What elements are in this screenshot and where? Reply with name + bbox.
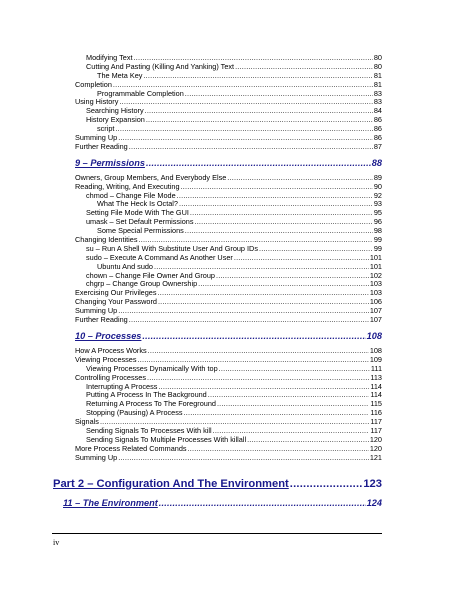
toc-part-page: 123 xyxy=(363,477,382,490)
toc-entry-label: Summing Up xyxy=(75,453,118,462)
toc-entry-page: 101 xyxy=(369,253,382,262)
toc-entry[interactable] xyxy=(75,298,382,307)
toc-dot-leader xyxy=(208,391,370,400)
toc-entry-label: script xyxy=(97,125,115,134)
toc-dot-leader xyxy=(146,116,373,125)
toc-dot-leader xyxy=(234,254,369,263)
toc-dot-leader xyxy=(235,63,373,72)
toc-entry-label: Some Special Permissions xyxy=(97,227,184,236)
toc-entry[interactable] xyxy=(75,245,382,254)
toc-entry[interactable] xyxy=(75,307,382,316)
toc-dot-leader xyxy=(190,209,373,218)
toc-dot-leader xyxy=(147,374,369,383)
toc-entry-page: 89 xyxy=(373,173,382,182)
toc-entry[interactable] xyxy=(75,98,382,107)
toc-dot-leader xyxy=(129,143,373,152)
toc-dot-leader xyxy=(118,307,369,316)
toc-entry[interactable] xyxy=(75,236,382,245)
toc-entry-label: Further Reading xyxy=(75,316,128,325)
toc-chapter-label: 11 – The Environment xyxy=(63,497,158,508)
toc-entry-page: 116 xyxy=(370,409,382,418)
toc-chapter-label: 10 – Processes xyxy=(75,330,142,341)
toc-part-2[interactable] xyxy=(53,478,382,491)
toc-entry-label: Sending Signals To Multiple Processes With killall xyxy=(86,435,247,444)
toc-entry-label: Programmable Completion xyxy=(97,89,184,98)
toc-dot-leader xyxy=(118,454,369,463)
toc-entry-label: Summing Up xyxy=(75,307,118,316)
toc-dot-leader xyxy=(134,54,373,63)
toc-entry-label: Setting File Mode With The GUI xyxy=(86,209,189,218)
toc-entry-page: 107 xyxy=(369,316,382,325)
toc-entry-page: 99 xyxy=(373,244,382,253)
toc-dot-leader xyxy=(185,90,373,99)
toc-entry-label: chown – Change File Owner And Group xyxy=(86,271,215,280)
toc-dot-leader xyxy=(118,134,373,143)
toc-entry-page: 87 xyxy=(373,142,382,151)
toc-entry-label: Exercising Our Privileges xyxy=(75,289,157,298)
toc-entry[interactable] xyxy=(75,409,382,418)
toc-entry[interactable] xyxy=(75,107,382,116)
toc-entry[interactable] xyxy=(75,200,382,209)
toc-group-3 xyxy=(75,347,382,463)
toc-entry-label: Completion xyxy=(75,80,112,89)
toc-entry-label: chmod – Change File Mode xyxy=(86,191,176,200)
toc-entry[interactable] xyxy=(75,436,382,445)
toc-entry-page: 111 xyxy=(370,364,382,373)
toc-dot-leader xyxy=(194,218,372,227)
toc-dot-leader xyxy=(158,289,369,298)
toc-entry-page: 96 xyxy=(373,218,382,227)
toc-chapter-10[interactable] xyxy=(75,331,382,342)
toc-chapter-9[interactable] xyxy=(75,158,382,169)
toc-dot-leader xyxy=(177,192,373,201)
toc-entry-label: Modifying Text xyxy=(86,54,133,62)
toc-entry[interactable] xyxy=(75,254,382,263)
toc-entry-label: Putting A Process In The Background xyxy=(86,391,207,400)
toc-entry[interactable] xyxy=(75,280,382,289)
toc-dot-leader xyxy=(129,316,369,325)
toc-entry-page: 106 xyxy=(369,298,382,307)
toc-group-1 xyxy=(75,54,382,152)
toc-entry[interactable] xyxy=(75,227,382,236)
toc-entry-label: Ubuntu And sudo xyxy=(97,262,153,271)
toc-entry[interactable] xyxy=(75,54,382,63)
toc-entry-page: 103 xyxy=(369,289,382,298)
toc-entry-label: Changing Identities xyxy=(75,236,138,245)
toc-entry[interactable] xyxy=(75,263,382,272)
toc-entry[interactable] xyxy=(75,192,382,201)
toc-entry[interactable] xyxy=(75,63,382,72)
toc-entry-label: Searching History xyxy=(86,107,144,116)
toc-entry-label: Viewing Processes Dynamically With top xyxy=(86,364,218,373)
toc-dot-leader xyxy=(159,498,366,509)
toc-entry-label: Cutting And Pasting (Killing And Yanking) Text xyxy=(86,62,235,71)
toc-entry-label: Reading, Writing, And Executing xyxy=(75,182,180,191)
toc-entry-label: umask – Set Default Permissions xyxy=(86,218,194,227)
toc-dot-leader xyxy=(142,331,365,342)
toc-entry-label: The Meta Key xyxy=(97,71,143,80)
toc-entry-label: Sending Signals To Processes With kill xyxy=(86,426,212,435)
toc-entry[interactable] xyxy=(75,90,382,99)
toc-dot-leader xyxy=(145,107,373,116)
toc-entry-page: 109 xyxy=(369,355,382,364)
toc-entry-page: 95 xyxy=(373,209,382,218)
toc-entry[interactable] xyxy=(75,81,382,90)
toc-dot-leader xyxy=(115,125,372,134)
toc-entry-page: 98 xyxy=(373,227,382,236)
toc-dot-leader xyxy=(113,81,373,90)
toc-dot-leader xyxy=(290,478,363,491)
toc-entry-page: 83 xyxy=(373,98,382,107)
toc-entry[interactable] xyxy=(75,316,382,325)
toc-entry-page: 93 xyxy=(373,200,382,209)
toc-entry-label: Using History xyxy=(75,98,119,107)
toc-entry[interactable] xyxy=(75,427,382,436)
toc-entry-label: Stopping (Pausing) A Process xyxy=(86,409,183,418)
toc-entry[interactable] xyxy=(75,418,382,427)
toc-entry[interactable] xyxy=(75,209,382,218)
toc-entry-page: 107 xyxy=(369,307,382,316)
toc-dot-leader xyxy=(213,427,370,436)
toc-entry[interactable] xyxy=(75,218,382,227)
toc-entry-page: 114 xyxy=(370,391,382,400)
toc-entry[interactable] xyxy=(75,143,382,152)
toc-entry-label: Viewing Processes xyxy=(75,355,137,364)
toc-entry-page: 81 xyxy=(373,71,382,80)
toc-chapter-page: 108 xyxy=(366,330,382,341)
table-of-contents xyxy=(53,54,382,509)
toc-entry-page: 103 xyxy=(369,280,382,289)
toc-dot-leader xyxy=(185,227,373,236)
toc-chapter-page: 88 xyxy=(371,157,382,168)
toc-dot-leader xyxy=(138,236,372,245)
toc-entry-label: What The Heck Is Octal? xyxy=(97,200,178,209)
toc-entry[interactable] xyxy=(75,272,382,281)
toc-entry-label: chgrp – Change Group Ownership xyxy=(86,280,198,289)
toc-entry-page: 117 xyxy=(370,426,382,435)
toc-entry-label: Further Reading xyxy=(75,142,128,151)
toc-dot-leader xyxy=(146,158,371,169)
toc-entry-label: sudo – Execute A Command As Another User xyxy=(86,253,233,262)
toc-dot-leader xyxy=(179,200,373,209)
toc-dot-leader xyxy=(154,263,369,272)
toc-chapter-page: 124 xyxy=(366,497,382,508)
toc-entry-page: 101 xyxy=(369,262,382,271)
toc-entry-page: 121 xyxy=(369,453,382,462)
toc-entry-label: How A Process Works xyxy=(75,346,147,355)
toc-entry[interactable] xyxy=(75,356,382,365)
toc-dot-leader xyxy=(158,383,369,392)
toc-entry-page: 84 xyxy=(373,107,382,116)
toc-dot-leader xyxy=(100,418,369,427)
toc-entry-label: Summing Up xyxy=(75,134,118,143)
toc-entry-page: 120 xyxy=(369,435,382,444)
toc-dot-leader xyxy=(247,436,369,445)
toc-dot-leader xyxy=(148,347,369,356)
toc-entry[interactable] xyxy=(75,391,382,400)
toc-dot-leader xyxy=(259,245,373,254)
toc-entry-page: 86 xyxy=(373,134,382,143)
toc-dot-leader xyxy=(198,280,369,289)
toc-entry[interactable] xyxy=(75,374,382,383)
toc-entry-label: Signals xyxy=(75,418,99,427)
toc-entry-label: Owners, Group Members, And Everybody Else xyxy=(75,173,227,182)
toc-dot-leader xyxy=(143,72,372,81)
toc-entry[interactable] xyxy=(75,347,382,356)
toc-dot-leader xyxy=(158,298,369,307)
toc-chapter-11[interactable] xyxy=(63,498,382,509)
toc-dot-leader xyxy=(219,365,370,374)
toc-part-label: Part 2 – Configuration And The Environment xyxy=(53,477,289,490)
toc-dot-leader xyxy=(184,409,370,418)
toc-dot-leader xyxy=(119,98,372,107)
toc-entry-page: 81 xyxy=(373,80,382,89)
toc-entry-page: 114 xyxy=(370,382,382,391)
toc-entry-page: 99 xyxy=(373,236,382,245)
toc-entry-label: Returning A Process To The Foreground xyxy=(86,400,216,409)
toc-entry[interactable] xyxy=(75,183,382,192)
toc-entry[interactable] xyxy=(75,400,382,409)
toc-entry-page: 108 xyxy=(369,346,382,355)
toc-entry[interactable] xyxy=(75,174,382,183)
toc-entry-label: Changing Your Password xyxy=(75,298,157,307)
toc-entry-page: 92 xyxy=(373,191,382,200)
toc-group-2 xyxy=(75,174,382,325)
toc-dot-leader xyxy=(188,445,369,454)
toc-entry[interactable] xyxy=(75,125,382,134)
toc-dot-leader xyxy=(216,272,369,281)
toc-entry[interactable] xyxy=(75,454,382,463)
toc-entry-page: 80 xyxy=(373,54,382,62)
toc-dot-leader xyxy=(217,400,369,409)
toc-entry-label: Controlling Processes xyxy=(75,373,146,382)
toc-entry-page: 102 xyxy=(369,271,382,280)
toc-entry-page: 120 xyxy=(369,444,382,453)
toc-dot-leader xyxy=(227,174,373,183)
footer-divider xyxy=(52,533,382,534)
toc-entry[interactable] xyxy=(75,116,382,125)
toc-entry[interactable] xyxy=(75,72,382,81)
toc-entry-page: 80 xyxy=(373,62,382,71)
toc-entry-page: 90 xyxy=(373,182,382,191)
toc-entry-page: 83 xyxy=(373,89,382,98)
toc-entry[interactable] xyxy=(75,365,382,374)
toc-entry[interactable] xyxy=(75,445,382,454)
toc-entry[interactable] xyxy=(75,289,382,298)
toc-dot-leader xyxy=(181,183,373,192)
toc-entry-label: su – Run A Shell With Substitute User And Group IDs xyxy=(86,244,258,253)
toc-entry-page: 117 xyxy=(370,418,382,427)
toc-entry[interactable] xyxy=(75,134,382,143)
toc-entry-page: 86 xyxy=(373,116,382,125)
toc-entry-label: History Expansion xyxy=(86,116,145,125)
toc-chapter-label: 9 – Permissions xyxy=(75,157,145,168)
toc-entry-label: More Process Related Commands xyxy=(75,444,187,453)
toc-entry-page: 86 xyxy=(373,125,382,134)
toc-entry[interactable] xyxy=(75,383,382,392)
toc-entry-page: 113 xyxy=(370,373,382,382)
toc-entry-label: Interrupting A Process xyxy=(86,382,158,391)
toc-dot-leader xyxy=(138,356,369,365)
footer-page-number: iv xyxy=(53,538,60,547)
toc-entry-page: 115 xyxy=(370,400,382,409)
